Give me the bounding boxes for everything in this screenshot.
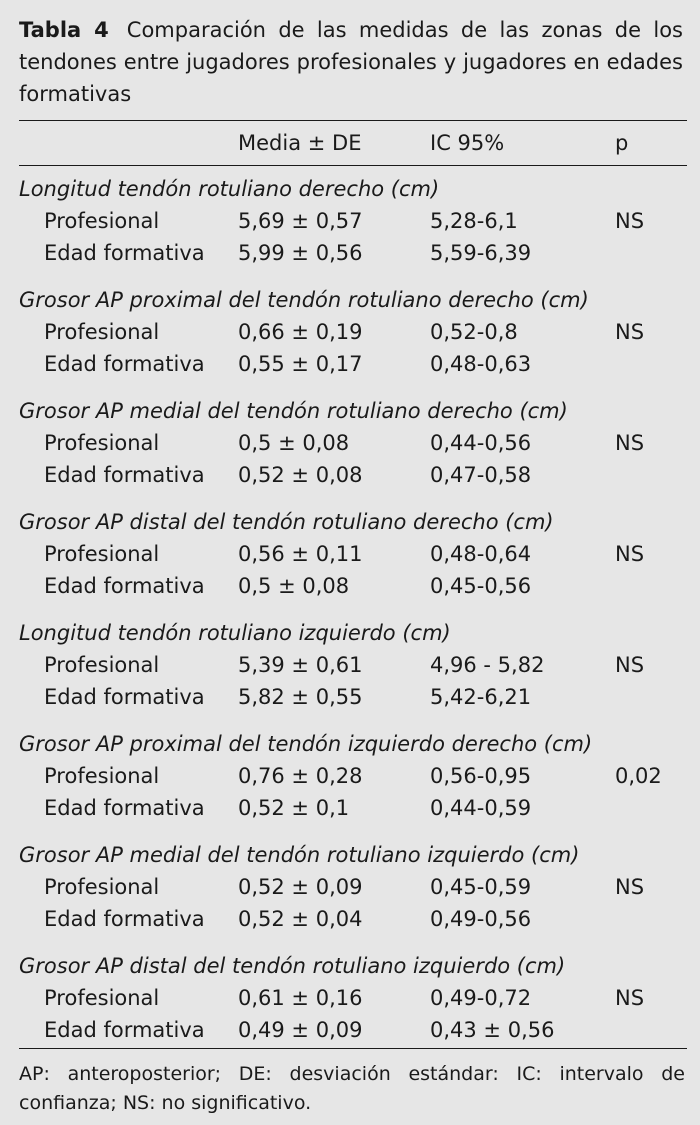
measure-group [0,839,700,950]
mean-sd-cell: 0,52 ± 0,09 [238,875,363,899]
p-value-cell: NS [615,320,645,344]
ci-cell: 5,42-6,21 [430,685,532,709]
row-label: Profesional [44,764,160,788]
ci-cell: 4,96 - 5,82 [430,653,545,677]
table-row [0,982,700,1014]
table-row [0,237,700,269]
header-mean: Media ± DE [238,131,362,155]
row-label: Profesional [44,986,160,1010]
ci-cell: 0,47-0,58 [430,463,532,487]
row-label: Profesional [44,875,160,899]
measure-group [0,728,700,839]
ci-cell: 0,52-0,8 [430,320,518,344]
mean-sd-cell: 0,76 ± 0,28 [238,764,363,788]
table-row [0,760,700,792]
table-row [0,570,700,602]
table-row [0,1014,700,1046]
mean-sd-cell: 0,52 ± 0,1 [238,796,350,820]
group-title: Longitud tendón rotuliano izquierdo (cm) [19,621,451,645]
measure-group [0,506,700,617]
table-row [0,348,700,380]
mean-sd-cell: 0,56 ± 0,11 [238,542,363,566]
row-label: Profesional [44,320,160,344]
ci-cell: 0,49-0,56 [430,907,532,931]
mean-sd-cell: 0,5 ± 0,08 [238,574,350,598]
table-row [0,903,700,935]
measure-group [0,173,700,284]
row-label: Edad formativa [44,352,205,376]
measure-group [0,950,700,1061]
table-footnote: AP: anteroposterior; DE: desviación estándar: IC: intervalo de confianza; NS: no significativo. [19,1063,685,1114]
ci-cell: 0,45-0,56 [430,574,532,598]
bottom-rule [19,1048,687,1049]
row-label: Edad formativa [44,796,205,820]
ci-cell: 0,43 ± 0,56 [430,1018,555,1042]
ci-cell: 0,56-0,95 [430,764,532,788]
mean-sd-cell: 5,39 ± 0,61 [238,653,363,677]
p-value-cell: NS [615,542,645,566]
mean-sd-cell: 0,66 ± 0,19 [238,320,363,344]
row-label: Edad formativa [44,574,205,598]
group-title: Grosor AP medial del tendón rotuliano derecho (cm) [19,399,568,423]
p-value-cell: NS [615,431,645,455]
table-row [0,871,700,903]
p-value-cell: 0,02 [615,764,662,788]
row-label: Edad formativa [44,1018,205,1042]
group-title: Grosor AP distal del tendón rotuliano derecho (cm) [19,510,554,534]
table-row [0,649,700,681]
ci-cell: 0,48-0,64 [430,542,532,566]
group-title: Grosor AP distal del tendón rotuliano izquierdo (cm) [19,954,566,978]
row-label: Edad formativa [44,241,205,265]
table-row [0,538,700,570]
table-caption [19,14,683,110]
ci-cell: 0,48-0,63 [430,352,532,376]
table-row [0,205,700,237]
table-row [0,316,700,348]
p-value-cell: NS [615,875,645,899]
p-value-cell: NS [615,653,645,677]
ci-cell: 0,45-0,59 [430,875,532,899]
group-title: Grosor AP proximal del tendón izquierdo derecho (cm) [19,732,593,756]
ci-cell: 0,44-0,56 [430,431,532,455]
table-row [0,427,700,459]
ci-cell: 5,28-6,1 [430,209,518,233]
ci-cell: 5,59-6,39 [430,241,532,265]
measure-group [0,617,700,728]
table-body [0,173,700,1061]
header-p: p [615,131,629,155]
table-row [0,459,700,491]
row-label: Profesional [44,542,160,566]
row-label: Edad formativa [44,463,205,487]
ci-cell: 0,44-0,59 [430,796,532,820]
row-label: Profesional [44,431,160,455]
caption-text: Comparación de las medidas de las zonas de los tendones entre jugadores profesionales y jugadores en edades formativas [19,18,683,106]
row-label: Edad formativa [44,907,205,931]
p-value-cell: NS [615,986,645,1010]
top-rule [19,120,687,121]
mean-sd-cell: 0,5 ± 0,08 [238,431,350,455]
table-row [0,681,700,713]
table-number: Tabla 4 [19,18,109,42]
p-value-cell: NS [615,209,645,233]
group-title: Grosor AP proximal del tendón rotuliano derecho (cm) [19,288,589,312]
header-ci: IC 95% [430,131,505,155]
row-label: Edad formativa [44,685,205,709]
measure-group [0,395,700,506]
mean-sd-cell: 0,52 ± 0,04 [238,907,363,931]
header-rule [19,165,687,166]
ci-cell: 0,49-0,72 [430,986,532,1010]
measure-group [0,284,700,395]
mean-sd-cell: 5,69 ± 0,57 [238,209,363,233]
mean-sd-cell: 0,55 ± 0,17 [238,352,363,376]
mean-sd-cell: 0,61 ± 0,16 [238,986,363,1010]
mean-sd-cell: 0,49 ± 0,09 [238,1018,363,1042]
mean-sd-cell: 0,52 ± 0,08 [238,463,363,487]
group-title: Longitud tendón rotuliano derecho (cm) [19,177,440,201]
mean-sd-cell: 5,99 ± 0,56 [238,241,363,265]
row-label: Profesional [44,209,160,233]
group-title: Grosor AP medial del tendón rotuliano izquierdo (cm) [19,843,580,867]
row-label: Profesional [44,653,160,677]
table-row [0,792,700,824]
mean-sd-cell: 5,82 ± 0,55 [238,685,363,709]
